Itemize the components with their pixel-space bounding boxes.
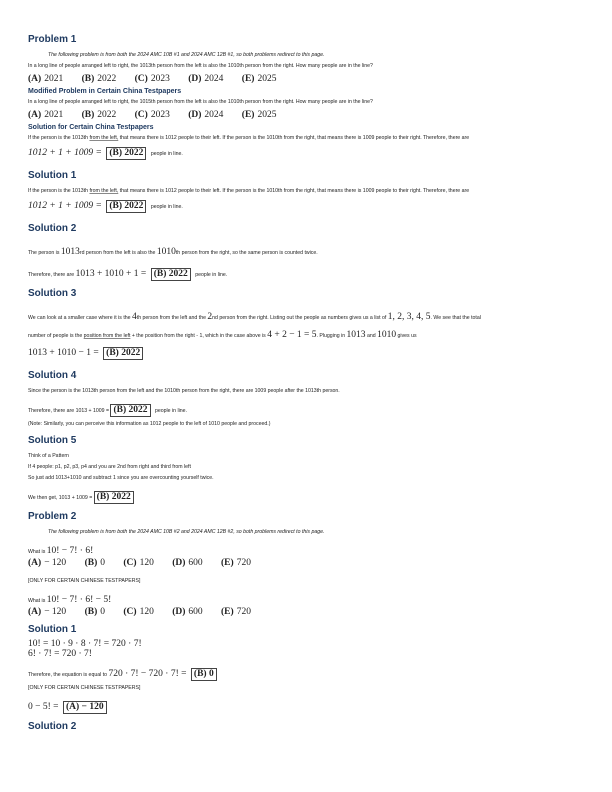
answer-box: (B) 2022 bbox=[103, 347, 143, 360]
choice-e: (E) 720 bbox=[221, 607, 251, 617]
problem-2-china-label: [ONLY FOR CERTAIN CHINESE TESTPAPERS] bbox=[28, 578, 141, 584]
solution-5-line-2: If 4 people: p1, p2, p3, p4 and you are 2nd from right and third from left bbox=[28, 464, 191, 470]
problem-2-solution-1-china-answer-line: 0 − 5! = (A) − 120 bbox=[28, 696, 584, 714]
problem-1-question: In a long line of people arranged left to right, the 1013th person from the left is also the 1010th person from the right. How many people are in the line? bbox=[28, 63, 373, 69]
problem-2-solution-1-eq-2: 6! · 7! = 720 · 7! bbox=[28, 649, 92, 659]
choice-b: (B) 0 bbox=[84, 558, 105, 568]
choice-d: (D) 600 bbox=[172, 607, 203, 617]
solution-1-heading: Solution 1 bbox=[28, 170, 77, 181]
solution-5-line-1: Think of a Pattern bbox=[28, 453, 69, 459]
china-solution-answer-line: 1012 + 1 + 1009 = (B) 2022 people in line. bbox=[28, 148, 183, 158]
problem-2-question: What is 10! − 7! · 6! bbox=[28, 546, 94, 556]
choice-a: (A) 2021 bbox=[28, 110, 64, 120]
problem-1-note: The following problem is from both the 2024 AMC 10B #1 and 2024 AMC 12B #1, so both problems redirect to this page. bbox=[48, 52, 325, 58]
problem-1-heading: Problem 1 bbox=[28, 34, 77, 45]
solution-5-heading: Solution 5 bbox=[28, 435, 77, 446]
solution-2-text: The person is 1013rd person from the left is also the 1010th person from the right, so the same person is counted twice. bbox=[28, 247, 318, 257]
choice-c: (C) 2023 bbox=[134, 110, 170, 120]
problem-2-solution-1-eq-1: 10! = 10 · 9 · 8 · 7! = 720 · 7! bbox=[28, 639, 142, 649]
choice-d: (D) 600 bbox=[172, 558, 203, 568]
answer-box: (B) 2022 bbox=[106, 200, 146, 213]
choice-e: (E) 720 bbox=[221, 558, 251, 568]
choice-a: (A) − 120 bbox=[28, 607, 67, 617]
solution-3-text-line-1: We can look at a smaller case where it is the 4th person from the left and the 2nd person from the right. Listing out the people as numbers gives us a list of 1, 2, 3, 4, 5. We see that the total bbox=[28, 312, 481, 322]
solution-2-heading: Solution 2 bbox=[28, 223, 77, 234]
modified-problem-heading: Modified Problem in Certain China Testpapers bbox=[28, 88, 182, 95]
problem-2-solution-1-china-label: [ONLY FOR CERTAIN CHINESE TESTPAPERS] bbox=[28, 685, 141, 691]
problem-2-solution-1-answer-line: Therefore, the equation is equal to 720 · 7! − 720 · 7! = (B) 0 bbox=[28, 663, 584, 681]
answer-box: (B) 2022 bbox=[94, 491, 134, 504]
problem-2-china-question: What is 10! − 7! · 6! − 5! bbox=[28, 595, 112, 605]
choice-a: (A) − 120 bbox=[28, 558, 67, 568]
choice-d: (D) 2024 bbox=[188, 74, 224, 84]
solution-4-text: Since the person is the 1013th person from the left and the 1010th person from the right, there are 1009 people after the 1013th person. bbox=[28, 388, 340, 394]
answer-box: (B) 2022 bbox=[151, 268, 191, 281]
modified-problem-choices bbox=[28, 110, 584, 120]
problem-2-solution-2-heading: Solution 2 bbox=[28, 721, 77, 732]
solution-1-text: If the person is the 1013th from the left, that means there is 1012 people to their left. If the person is the 1010th from the right, that means there is 1009 people to their right. Therefore, there are bbox=[28, 188, 470, 194]
solution-4-answer-line: Therefore, there are 1013 + 1009 = (B) 2022 people in line. bbox=[28, 405, 187, 415]
problem-2-solution-1-heading: Solution 1 bbox=[28, 624, 77, 635]
choice-c: (C) 120 bbox=[123, 607, 154, 617]
choice-d: (D) 2024 bbox=[188, 110, 224, 120]
problem-2-note: The following problem is from both the 2024 AMC 10B #2 and 2024 AMC 12B #2, so both problems redirect to this page. bbox=[48, 529, 325, 535]
choice-e: (E) 2025 bbox=[241, 110, 277, 120]
problem-1-choices bbox=[28, 74, 584, 84]
choice-b: (B) 0 bbox=[84, 607, 105, 617]
solution-4-note: (Note: Similarly, you can perceive this information as 1012 people to the left of 1010 people and proceed.) bbox=[28, 421, 271, 427]
solution-4-heading: Solution 4 bbox=[28, 370, 77, 381]
problem-2-heading: Problem 2 bbox=[28, 511, 77, 522]
solution-5-line-3: So just add 1013+1010 and subtract 1 since you are overcounting yourself twice. bbox=[28, 475, 214, 481]
solution-3-heading: Solution 3 bbox=[28, 288, 77, 299]
solution-5-answer-line: We then get, 1013 + 1009 = (B) 2022 bbox=[28, 486, 584, 504]
answer-box: (B) 0 bbox=[191, 668, 217, 681]
modified-problem-question: In a long line of people arranged left to right, the 1015th person from the left is also the 1010th person from the right. How many people are in the line? bbox=[28, 99, 373, 105]
answer-box: (B) 2022 bbox=[110, 404, 150, 417]
choice-c: (C) 120 bbox=[123, 558, 154, 568]
china-solution-text: If the person is the 1013th from the left, that means there is 1012 people to their left. If the person is the 1010th from the right, that means there is 1009 people to their right. Therefore, there are bbox=[28, 135, 470, 141]
solution-3-text-line-2: number of people is the position from the left + the position from the right - 1, which in the case above is 4 + 2 − 1 = 5. Plugging in 1013 and 1010 gives us bbox=[28, 330, 417, 340]
solution-1-answer-line: 1012 + 1 + 1009 = (B) 2022 people in line. bbox=[28, 201, 183, 211]
problem-2-choices bbox=[28, 558, 584, 568]
choice-c: (C) 2023 bbox=[134, 74, 170, 84]
choice-b: (B) 2022 bbox=[81, 110, 117, 120]
answer-box: (B) 2022 bbox=[106, 147, 146, 160]
choice-a: (A) 2021 bbox=[28, 74, 64, 84]
problem-2-china-choices bbox=[28, 607, 584, 617]
choice-e: (E) 2025 bbox=[241, 74, 277, 84]
china-solution-heading: Solution for Certain China Testpapers bbox=[28, 124, 154, 131]
solution-3-answer-line: 1013 + 1010 − 1 = (B) 2022 bbox=[28, 342, 584, 360]
choice-b: (B) 2022 bbox=[81, 74, 117, 84]
solution-2-answer-line: Therefore, there are 1013 + 1010 + 1 = (B) 2022 people in line. bbox=[28, 269, 228, 279]
answer-box: (A) − 120 bbox=[63, 701, 107, 714]
